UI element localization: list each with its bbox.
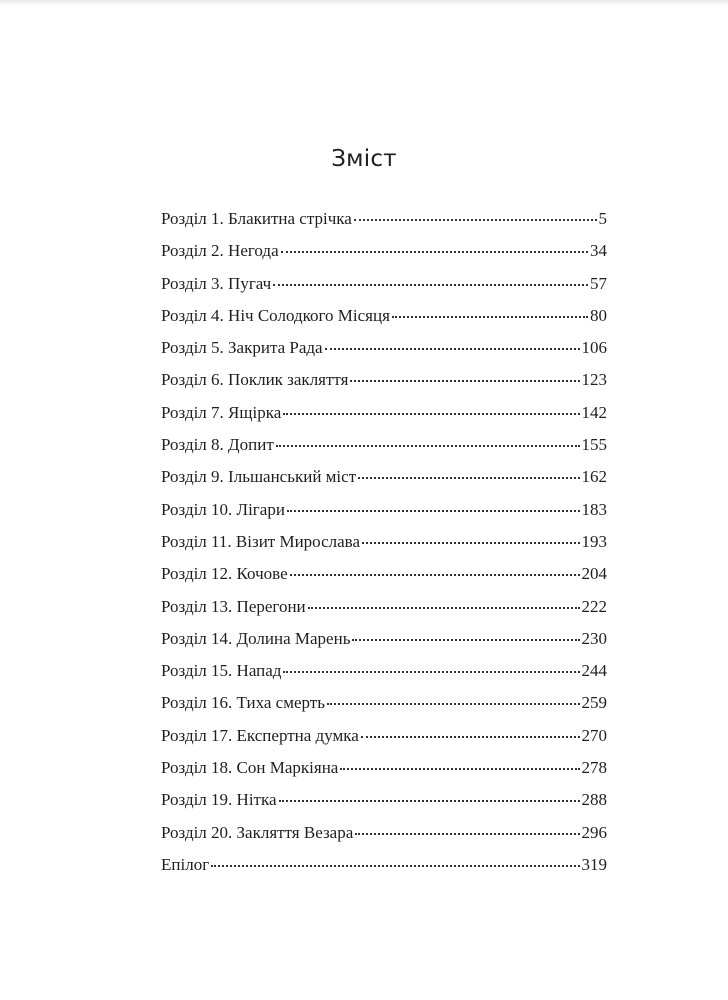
toc-entry-label: Розділ 6. Поклик закляття [161,370,349,390]
toc-entry-page-number: 142 [581,402,607,422]
toc-entry [161,661,607,693]
toc-entry-label: Розділ 3. Пугач [161,273,272,293]
toc-entry [161,855,607,887]
toc-entry [161,274,607,306]
toc-entry [161,209,607,241]
toc-entry-label: Розділ 1. Блакитна стрічка [161,209,352,228]
toc-entry-label: Розділ 16. Тиха смерть [161,693,325,713]
toc-entry-page-number: 106 [581,338,607,358]
toc-entry-page-number: 57 [590,273,607,293]
dot-leader [340,768,579,770]
toc-entry-label: Розділ 14. Долина Марень [161,628,351,648]
dot-leader [276,445,580,447]
dot-leader [362,542,579,544]
toc-entry-label: Розділ 12. Кочове [161,564,288,584]
toc-entry-label: Розділ 19. Нітка [161,790,277,810]
toc-entry [161,500,607,532]
dot-leader [308,607,580,609]
dot-leader [281,251,588,253]
toc-entry-label: Розділ 7. Ящірка [161,402,282,422]
toc-entry-page-number: 155 [581,435,607,455]
toc-entry-page-number: 230 [581,628,607,648]
toc-entry-label: Розділ 11. Візит Мирослава [161,531,361,551]
toc-entry [161,306,607,338]
dot-leader [350,380,579,382]
toc-entry-label: Розділ 4. Ніч Солодкого Місяця [161,305,390,325]
toc-entry-page-number: 222 [581,596,607,616]
toc-entry-page-number: 193 [581,531,607,551]
dot-leader [273,284,588,286]
toc-entry-label: Розділ 8. Допит [161,435,274,455]
toc-entry-page-number: 34 [590,241,607,261]
toc-entry-label: Розділ 17. Експертна думка [161,725,359,745]
toc-entry-label: Розділ 9. Ільшанський міст [161,467,357,487]
toc-entry-page-number: 288 [581,790,607,810]
toc-entry-label: Розділ 10. Лігари [161,499,285,519]
dot-leader [283,671,579,673]
toc-entry-label: Розділ 5. Закрита Рада [161,338,323,358]
dot-leader [392,316,588,318]
toc-entry-page-number: 162 [581,467,607,487]
toc-entry [161,726,607,758]
toc-entry-page-number: 270 [581,725,607,745]
toc-entry [161,597,607,629]
table-of-contents [161,209,607,887]
toc-entry-page-number: 183 [581,499,607,519]
toc-entry-label: Епілог [161,854,210,874]
toc-entry-label: Розділ 13. Перегони [161,596,306,616]
toc-entry [161,790,607,822]
toc-entry [161,435,607,467]
toc-entry-page-number: 204 [581,564,607,584]
dot-leader [352,639,579,641]
toc-entry [161,693,607,725]
page-top-edge [0,0,728,6]
toc-entry-label: Розділ 18. Сон Маркіяна [161,758,339,778]
toc-entry-page-number: 296 [581,822,607,842]
dot-leader [283,413,579,415]
toc-entry-page-number: 5 [598,209,607,228]
dot-leader [354,219,597,221]
dot-leader [279,800,580,802]
dot-leader [290,574,580,576]
toc-entry [161,338,607,370]
dot-leader [327,703,580,705]
toc-entry-page-number: 244 [581,661,607,681]
toc-entry-page-number: 259 [581,693,607,713]
toc-entry [161,370,607,402]
dot-leader [211,865,579,867]
toc-entry [161,403,607,435]
toc-entry-label: Розділ 15. Напад [161,661,282,681]
dot-leader [287,510,580,512]
dot-leader [358,477,579,479]
toc-entry-page-number: 278 [581,758,607,778]
toc-entry [161,532,607,564]
toc-entry [161,241,607,273]
toc-entry-page-number: 80 [590,305,607,325]
toc-entry-label: Розділ 20. Закляття Везара [161,822,354,842]
page-title: Зміст [331,146,397,172]
toc-entry [161,823,607,855]
toc-entry [161,629,607,661]
toc-entry-label: Розділ 2. Негода [161,241,279,261]
toc-entry [161,564,607,596]
toc-entry-page-number: 123 [581,370,607,390]
toc-entry [161,758,607,790]
dot-leader [361,736,580,738]
dot-leader [355,833,579,835]
toc-entry [161,467,607,499]
toc-entry-page-number: 319 [581,854,607,874]
dot-leader [325,348,580,350]
